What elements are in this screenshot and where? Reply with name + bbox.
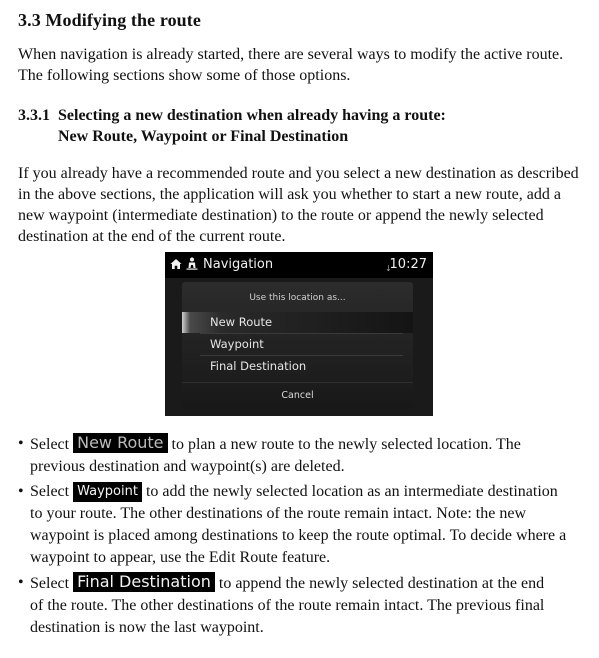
bullet-dot: •: [18, 483, 24, 500]
dialog-prompt: Use this location as...: [249, 293, 346, 303]
option-waypoint[interactable]: [182, 334, 413, 355]
bullet-text-continued: to your route. The other destinations of the route remain intact. Note: the new waypoint is placed among destinations to keep the route optimal. To decide where a waypoint to appear, use the Edit Route feature.: [30, 505, 567, 566]
nav-clock: 10:27: [389, 257, 427, 272]
home-icon: [170, 258, 182, 270]
section-title: Modifying the route: [45, 10, 201, 30]
section-intro: When navigation is already started, there are several ways to modify the active route. The following sections show some of those options.: [18, 46, 564, 84]
subsection-heading: [18, 105, 588, 147]
option-bullet-list: [18, 433, 588, 642]
new-route-chip: New Route: [73, 433, 167, 453]
subsection-title-line2: New Route, Waypoint or Final Destination: [58, 128, 349, 145]
person-location-icon: [186, 257, 198, 270]
bullet-text: to add the newly selected location as an intermediate destination: [145, 483, 558, 500]
bullet-text-continued: previous destination and waypoint(s) are deleted.: [30, 458, 345, 475]
subsection-number: 3.3.1: [18, 107, 50, 124]
divider: [182, 382, 413, 383]
list-item: [18, 572, 588, 639]
section-number: 3.3: [18, 10, 41, 30]
final-destination-chip: Final Destination: [73, 572, 215, 592]
signal-icon: ↓: [385, 264, 392, 273]
section-heading: [18, 8, 588, 32]
bullet-text: to plan a new route to the newly selected location. The: [171, 436, 521, 453]
nav-title: Navigation: [203, 257, 274, 272]
subsection-title-line1: Selecting a new destination when already having a route:: [58, 107, 446, 124]
option-label: Final Destination: [210, 359, 307, 373]
list-item: [18, 481, 588, 569]
bullet-prefix: Select: [30, 575, 70, 592]
manual-page: [18, 6, 588, 247]
cancel-button[interactable]: Cancel: [281, 390, 314, 401]
option-final-destination[interactable]: [182, 356, 413, 377]
nav-header-bar: [165, 252, 433, 278]
bullet-dot: •: [18, 574, 24, 591]
waypoint-chip: Waypoint: [73, 482, 142, 502]
location-options-dialog: [182, 282, 413, 409]
bullet-text-continued: of the route. The other destinations of the route remain intact. The previous final destination is now the last waypoint.: [30, 597, 545, 636]
bullet-prefix: Select: [30, 483, 70, 500]
list-item: [18, 433, 588, 478]
option-label: Waypoint: [210, 337, 264, 351]
subsection-body: If you already have a recommended route and you select a new destination as described in the above sections, the application will ask you whether to start a new route, add a new waypoint (intermediate destination) to the route or append the newly selected destination at the end of the current route.: [18, 165, 579, 245]
option-new-route[interactable]: [182, 312, 413, 333]
bullet-text: to append the newly selected destination at the end: [218, 575, 545, 592]
option-label: New Route: [210, 315, 273, 329]
bullet-prefix: Select: [30, 436, 70, 453]
navigation-screenshot: [165, 252, 433, 416]
bullet-dot: •: [18, 435, 24, 452]
